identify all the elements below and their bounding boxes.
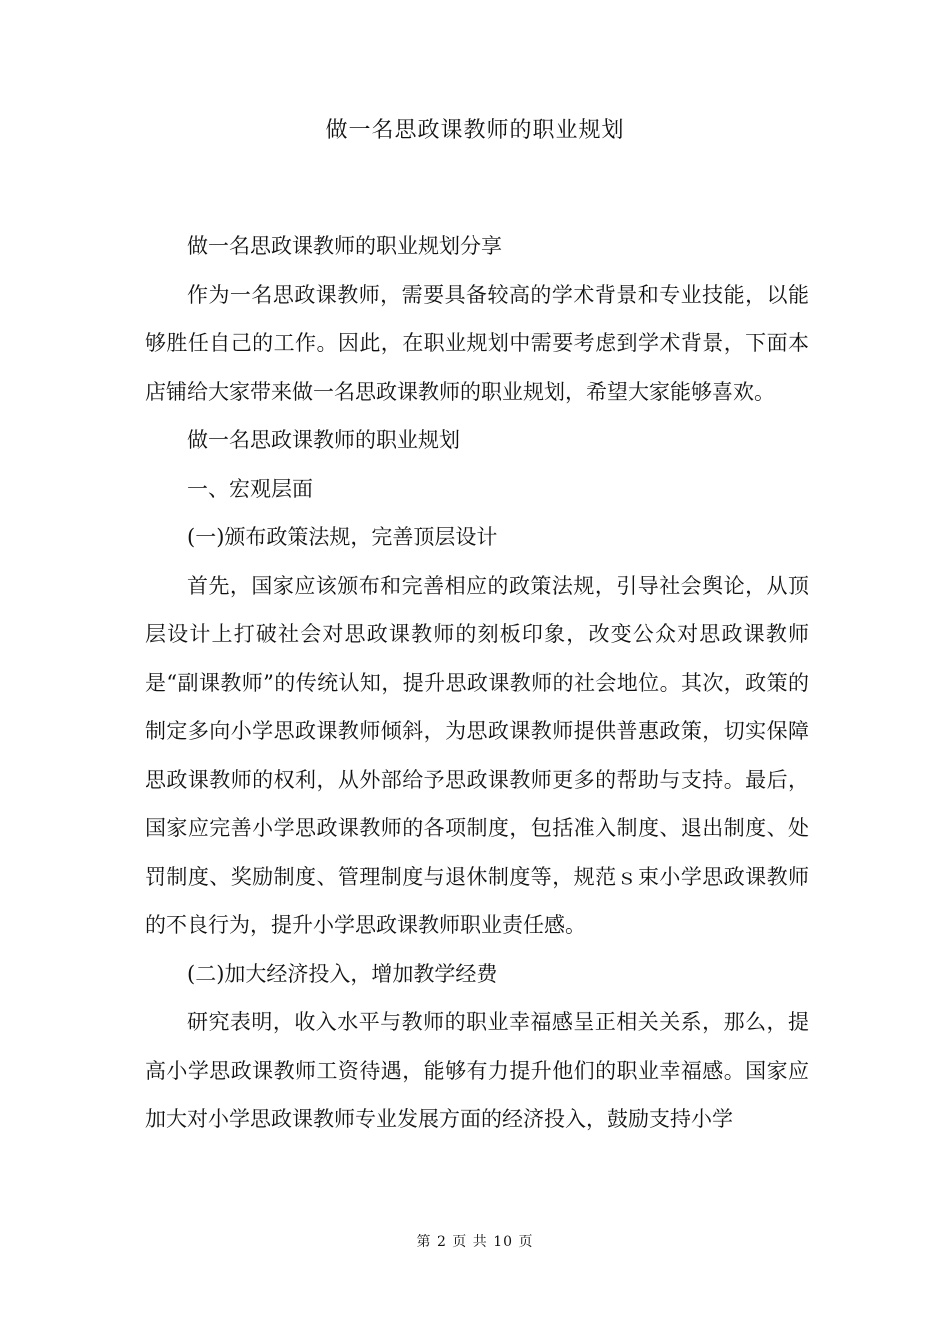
paragraph-policy: 首先，国家应该颁布和完善相应的政策法规，引导社会舆论，从顶层设计上打破社会对思政课教师的刻板印象，改变公众对思政课教师是“副课教师”的传统认知，提升思政课教师的社会地位。其次，政策的制定多向小学思政课教师倾斜，为思政课教师提供普惠政策，切实保障思政课教师的权利，从外部给予思政课教师更多的帮助与支持。最后，国家应完善小学思政课教师的各项制度，包括准入制度、退出制度、处罚制度、奖励制度、管理制度与退休制度等，规范ｓ束小学思政课教师的不良行为，提升小学思政课教师职业责任感。 <box>145 573 809 937</box>
document-title: 做一名思政课教师的职业规划 <box>325 118 625 143</box>
section-heading-macro: 一、宏观层面 <box>187 476 313 501</box>
paragraph-heading: 做一名思政课教师的职业规划 <box>187 428 460 452</box>
subsection-heading-policy: (一)颁布政策法规，完善顶层设计 <box>187 525 498 549</box>
paragraph-funding: 研究表明，收入水平与教师的职业幸福感呈正相关关系，那么，提高小学思政课教师工资待遇，能够有力提升他们的职业幸福感。国家应加大对小学思政课教师专业发展方面的经济投入，鼓励支持小学 <box>145 1010 809 1131</box>
paragraph-intro: 作为一名思政课教师，需要具备较高的学术背景和专业技能，以能够胜任自己的工作。因此，在职业规划中需要考虑到学术背景，下面本店铺给大家带来做一名思政课教师的职业规划，希望大家能够喜欢。 <box>145 282 809 404</box>
paragraph-subtitle: 做一名思政课教师的职业规划分享 <box>187 234 502 258</box>
document-body <box>145 222 809 1144</box>
page-number-footer: 第 2 页 共 10 页 <box>416 1234 534 1250</box>
subsection-heading-funding: (二)加大经济投入，增加教学经费 <box>187 961 498 986</box>
